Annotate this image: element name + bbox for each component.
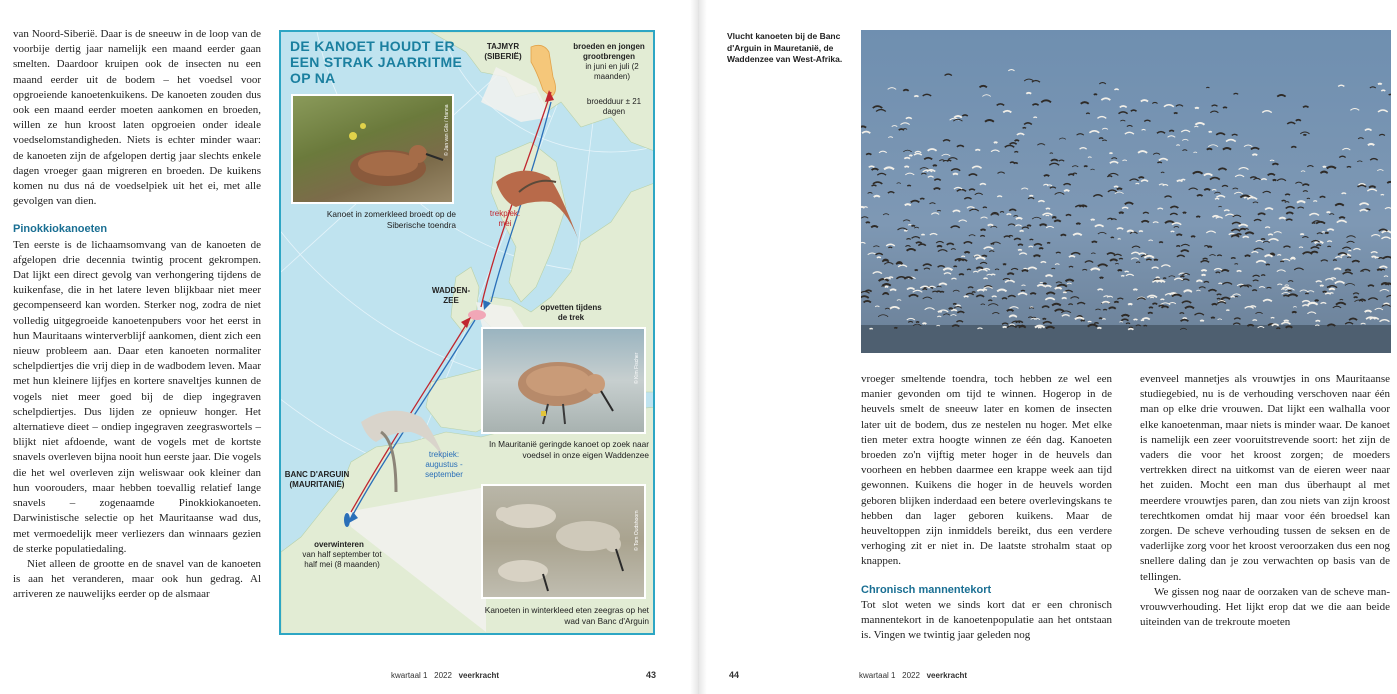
flying-bird: [981, 229, 986, 230]
flying-bird: [1261, 275, 1265, 276]
photo-red-knot-tundra: [291, 94, 454, 204]
flying-bird: [1141, 320, 1144, 321]
flying-bird: [1119, 258, 1123, 259]
flying-bird: [1097, 328, 1101, 329]
flying-bird: [1181, 179, 1185, 180]
flying-bird: [866, 222, 870, 223]
flying-bird: [1063, 292, 1066, 293]
body-paragraph: van Noord-Siberië. Daar is de sneeuw in de loop van de voorbije dertig jaar namelijk een maand eerder gaan smelten. Daardoor kruipen ook de insecten nu een maand eerder uit de bodem – het voedsel voor opgroeiende kanoetenkuikens. De kanoeten zouden dus ook een maand eerder moeten aankomen en broeden, willen ze hun kroost laten opgroeien onder ideale voedselomstandigheden. Niets is echter minder waar: de kanoeten zijn de afgelopen dertig jaar slechts enkele dagen vroeger gaan migreren en broeden. De kuikens komen nu dus ná de voedselpiek uit het ei, met alle gevolgen van dien.: [13, 28, 261, 208]
flying-bird: [1018, 250, 1022, 251]
flying-bird: [1208, 247, 1212, 248]
flying-bird: [1044, 175, 1049, 176]
flying-bird: [1292, 312, 1296, 313]
flying-bird: [1157, 162, 1161, 163]
flying-bird: [933, 165, 937, 166]
flying-bird: [1103, 309, 1107, 310]
flying-bird: [1023, 128, 1026, 129]
flying-bird: [949, 308, 953, 309]
flying-bird: [921, 234, 924, 235]
flying-bird: [1043, 319, 1046, 320]
body-paragraph: Niet alleen de grootte en de snavel van de kanoeten is aan het veranderen, maar ook hun gedrag. Al arriveren ze nauwelijks eerder op de alsmaar: [13, 557, 261, 601]
page-number: 43: [646, 670, 657, 680]
label-wintering-period: van half september tot half mei (8 maanden): [302, 550, 382, 569]
map-title: DE KANOET HOUDT ER EEN STRAK JAARRITME OP NA: [290, 38, 463, 86]
label-tajmyr: TAJMYR (SIBERIË): [484, 42, 522, 61]
flying-bird: [994, 142, 997, 143]
label-migration-aug: trekpiek: augustus - september: [425, 450, 463, 479]
right-page: [707, 0, 1397, 694]
red-knot-feeding-illustration: [483, 329, 644, 432]
flying-bird: [1027, 225, 1031, 226]
flying-bird: [953, 304, 956, 305]
red-knot-nesting-illustration: [293, 96, 453, 202]
flying-bird: [1163, 278, 1166, 279]
body-paragraph: We gissen nog naar de oorzaken van de scheve man-vrouwverhouding. Het lijkt erop dat we die aan beide uiteinden van de trekroute moeten: [1140, 585, 1390, 629]
flying-bird: [1039, 248, 1043, 249]
flying-bird: [1339, 217, 1345, 218]
flying-bird: [936, 291, 940, 292]
flying-bird: [1091, 219, 1095, 220]
flying-bird: [1100, 277, 1104, 278]
flying-bird: [1094, 94, 1097, 95]
flying-bird: [881, 286, 884, 287]
label-banc-darguin: BANC D'ARGUIN (MAURITANIË): [284, 470, 350, 489]
flying-bird: [1327, 246, 1330, 247]
flying-bird: [1237, 271, 1242, 272]
flying-bird: [1046, 208, 1050, 209]
flying-bird: [1209, 132, 1212, 133]
flying-bird: [988, 300, 992, 301]
flying-bird: [1020, 231, 1024, 232]
flying-bird: [1195, 108, 1199, 109]
label-fuel-up: opvetten tijdens de trek: [540, 303, 602, 322]
body-paragraph: vroeger smeltende toendra, toch hebben ze wel een manier gevonden om tijd te winnen. Hogerop in de heuvels smelt de sneeuw later en komen de insecten later uit de bodem, dus ze nestelen nu hoger. Met elke tien meter extra hoogte winnen ze één dag. Kanoeten broeden zo'n vijftig meter hoger in de heuvels dan voorheen en hebben daarmee een krappe week aan tijd gewonnen. Kuikens die hoger in de heuvels worden geboren blijken inderdaad een betere overlevingskans te hebben dan lager geboren kuikens. Maar de heuveltoppen zijn inmiddels bereikt, dus een verdere verhoging zit er niet in. De laatste strohalm staat op knappen.: [861, 373, 1112, 568]
flying-bird: [1197, 195, 1203, 196]
flying-bird: [1076, 223, 1080, 224]
flying-bird: [1064, 190, 1069, 191]
photo-caption: In Mauritanië geringde kanoet op zoek naar voedsel in onze eigen Waddenzee: [488, 439, 649, 460]
flying-bird: [1283, 295, 1287, 296]
flying-bird: [1092, 241, 1097, 242]
flying-bird: [1114, 89, 1118, 90]
flying-bird: [1117, 188, 1122, 189]
footer-issue: kwartaal 1: [859, 671, 896, 680]
flying-bird: [1271, 318, 1275, 319]
flying-bird: [1305, 293, 1308, 294]
flying-bird: [1226, 310, 1229, 311]
photo-red-knots-banc-darguin: [481, 484, 646, 599]
flying-bird: [1118, 270, 1122, 271]
flying-bird: [1134, 319, 1138, 320]
flying-bird: [1014, 152, 1018, 153]
flying-bird: [967, 269, 971, 270]
flying-bird: [904, 230, 907, 231]
flying-bird: [1268, 234, 1273, 235]
flying-bird: [1003, 264, 1006, 265]
label-incubation: broedduur ± 21 dagen: [586, 97, 642, 116]
flying-bird: [1033, 117, 1036, 118]
label-breeding-period: in juni en juli (2 maanden): [585, 62, 639, 81]
flying-bird: [1231, 296, 1235, 297]
flying-bird: [1223, 107, 1227, 108]
flying-bird: [1176, 246, 1180, 247]
flying-bird: [894, 328, 897, 329]
page-number: 44: [729, 670, 740, 680]
flying-bird: [1139, 231, 1143, 232]
photo-credit: © Tom Oudshoorn: [634, 510, 640, 551]
flying-bird: [1381, 90, 1385, 91]
flying-bird: [1266, 264, 1270, 265]
label-migration-may: trekpiek: mei: [489, 209, 521, 228]
flying-bird: [1160, 299, 1164, 300]
flying-bird: [1109, 153, 1112, 154]
flying-bird: [1086, 113, 1089, 114]
flying-bird: [954, 266, 957, 267]
left-page: [0, 0, 690, 694]
flying-bird: [1171, 231, 1175, 232]
photo-caption: Vlucht kanoeten bij de Banc d'Arguin in Mauretanië, de Waddenzee van West-Afrika.: [727, 31, 843, 64]
flying-bird: [1327, 212, 1331, 213]
flying-bird: [1114, 302, 1118, 303]
flying-bird: [972, 292, 976, 293]
flying-bird: [1099, 138, 1103, 139]
flying-bird: [870, 329, 873, 330]
flying-bird: [1099, 318, 1102, 319]
flying-bird: [1252, 154, 1257, 155]
flying-bird: [1180, 276, 1184, 277]
flying-bird: [1111, 237, 1114, 238]
flying-bird: [1261, 239, 1265, 240]
flying-bird: [1280, 261, 1284, 262]
flying-bird: [1348, 250, 1351, 251]
flying-bird: [1047, 243, 1050, 244]
flying-bird: [1323, 167, 1326, 168]
flying-bird: [964, 296, 969, 297]
flying-bird: [1010, 162, 1014, 163]
page-footer: [859, 671, 967, 680]
flying-bird: [1231, 258, 1235, 259]
flying-bird: [914, 96, 918, 97]
flying-bird: [1315, 300, 1319, 301]
flying-bird: [1191, 236, 1195, 237]
flying-bird: [1202, 275, 1206, 276]
right-column-2: [1140, 372, 1390, 630]
body-paragraph: Tot slot weten we sinds kort dat er een chronisch mannentekort in de kanoetenpopulatie aan het ontstaan is. Vingen we twintig jaar geleden nog: [861, 598, 1112, 642]
flying-bird: [1183, 318, 1187, 319]
label-breeding: broeden en jongen grootbrengen: [573, 42, 645, 61]
flying-bird: [1218, 283, 1222, 284]
flying-bird: [1276, 328, 1280, 329]
flying-bird: [953, 174, 958, 175]
flying-bird: [1029, 196, 1033, 197]
flying-bird: [1200, 320, 1204, 321]
flying-bird: [1183, 212, 1186, 213]
flying-bird: [1023, 268, 1026, 269]
flying-bird: [983, 207, 987, 208]
flying-bird: [1084, 166, 1087, 167]
flying-bird: [961, 256, 965, 257]
photo-flock-banc-darguin: [861, 30, 1391, 353]
flying-bird: [923, 323, 927, 324]
flying-bird: [1148, 313, 1153, 314]
flying-bird: [1300, 234, 1304, 235]
flying-bird: [911, 226, 915, 227]
section-heading: Pinokkiokanoeten: [13, 223, 108, 236]
flying-bird: [1149, 307, 1153, 308]
flying-bird: [1156, 277, 1160, 278]
flying-bird: [1053, 217, 1056, 218]
flying-bird: [905, 166, 909, 167]
flying-bird: [984, 278, 988, 279]
body-paragraph: Ten eerste is de lichaamsomvang van de kanoeten de afgelopen drie decennia twintig procent gekrompen. Dat lijkt een direct gevolg van verhongering tijdens de kuikenfase, die in het latere leven blijkbaar niet meer gecompenseerd kan worden. Sterker nog, zodra de niet volledig uitgegroeide kanoetenpubers voor het eerst in hun Mauritaans winterverblijf aankomen, dient zich een nieuw probleem aan. Daar eten kanoeten normaliter schelpdiertjes die vrij diep in de wadbodem leven. Maar met hun kleinere lijfjes en kortere snaveltjes kunnen de vogels niet meer goed bij de diep ingegraven schelpdiertjes. Dus lijden ze opnieuw honger. Het alternatieve dieet – ondiep ingegraven zeegraswortels – blijkt niet afdoende, want de vogels met de kortste snavels overleven bijna nooit hun eerste jaar. Die vogels die het wel overleven zijn weliswaar ook kleiner dan hun voorouders, maar hebben toevallig relatief lange snavels – zogenaamde Pinokkiokanoeten. Darwinistische selectie op het Mauritaanse wad dus, met vermoedelijk meer verliezers dan winnaars gezien de sterke populatiedaling.: [13, 238, 261, 555]
footer-magazine: veerkracht: [458, 671, 500, 680]
flying-bird: [1176, 234, 1182, 235]
footer-year: 2022: [434, 671, 452, 680]
label-waddenzee: WADDEN-ZEE: [431, 286, 471, 305]
flying-bird: [1329, 289, 1335, 290]
flying-bird: [1102, 319, 1105, 320]
flying-bird: [909, 155, 912, 156]
flying-bird: [1354, 297, 1358, 298]
flying-bird: [1206, 87, 1209, 88]
flying-bird: [915, 270, 918, 271]
body-paragraph: evenveel mannetjes als vrouwtjes in ons Mauritaanse studiegebied, nu is de verhouding verschoven naar één man op elke drie vrouwen. Dat lijkt een walhalla voor elke kanoetenman, maar niets is minder waar. De kanoet is namelijk een zeer vooruitstrevende soort: het zijn de vaders die voor het kroost zorgen; de moeders vertrekken direct na uitkomst van de eieren weer naar het zuiden. Mocht een man dus überhaupt al met meerdere vrouwtjes paren, dan zou niets van zijn kroost terechtkomen omdat hij maar voor één broedsel kan zorgen. De scheve verhouding tussen de seksen en de vaderlijke zorg voor het kroost veroorzaken dus een nog snellere daling dan je zou verwachten op basis van de tellingen.: [1140, 373, 1390, 583]
flying-bird: [1081, 320, 1085, 321]
flying-bird: [1043, 283, 1046, 284]
flying-bird: [937, 246, 942, 247]
flying-bird: [1252, 290, 1257, 291]
right-column-1: [861, 372, 1112, 643]
flying-bird: [1121, 276, 1124, 277]
flying-bird: [1211, 317, 1215, 318]
photo-caption: Kanoeten in winterkleed eten zeegras op het wad van Banc d'Arguin: [484, 605, 649, 626]
flying-bird: [959, 274, 964, 275]
flying-bird: [1128, 329, 1133, 330]
flying-bird: [1201, 270, 1206, 271]
footer-issue: kwartaal 1: [391, 671, 428, 680]
footer-magazine: veerkracht: [926, 671, 968, 680]
flying-bird: [885, 287, 888, 288]
flying-bird: [1196, 216, 1200, 217]
flying-bird: [1372, 256, 1377, 257]
flying-bird: [1322, 232, 1325, 233]
flying-bird: [1389, 94, 1391, 95]
migration-map: [279, 30, 655, 635]
flying-bird: [1152, 303, 1157, 304]
flying-bird: [1133, 289, 1137, 290]
flying-bird: [1114, 186, 1118, 187]
flying-bird: [1296, 120, 1301, 121]
flock-illustration: [861, 30, 1391, 353]
flying-bird: [1212, 304, 1217, 305]
flying-bird: [916, 322, 919, 323]
flying-bird: [1119, 212, 1124, 213]
flying-bird: [1003, 327, 1007, 328]
flying-bird: [1030, 239, 1034, 240]
flying-bird: [1154, 260, 1158, 261]
flying-bird: [1015, 140, 1019, 141]
flying-bird: [1323, 292, 1327, 293]
flying-bird: [1381, 194, 1384, 195]
label-wintering: overwinteren: [314, 540, 364, 549]
flying-bird: [1038, 327, 1041, 328]
photo-credit: © Kim Fischer: [634, 352, 640, 384]
flying-bird: [1313, 201, 1317, 202]
flying-bird: [1094, 323, 1098, 324]
photo-credit: © Jan van Gils / Hanna: [444, 104, 450, 156]
flying-bird: [1217, 298, 1220, 299]
flying-bird: [1291, 257, 1295, 258]
flying-bird: [964, 252, 969, 253]
photo-red-knot-waddenzee: [481, 327, 646, 434]
section-heading: Chronisch mannentekort: [861, 583, 992, 596]
page-footer: [391, 671, 499, 680]
flying-bird: [1273, 180, 1276, 181]
flying-bird: [1378, 84, 1382, 85]
left-column: [13, 27, 261, 603]
footer-year: 2022: [902, 671, 920, 680]
flying-bird: [877, 257, 881, 258]
flying-bird: [1284, 320, 1289, 321]
flying-bird: [907, 185, 911, 186]
flying-bird: [1325, 233, 1328, 234]
flying-bird: [1139, 177, 1144, 178]
red-knots-winter-illustration: [483, 486, 644, 597]
flying-bird: [920, 198, 924, 199]
flying-bird: [1282, 200, 1286, 201]
flying-bird: [1333, 260, 1337, 261]
flying-bird: [1303, 135, 1306, 136]
book-gutter: [690, 0, 707, 694]
flying-bird: [1207, 149, 1212, 150]
flying-bird: [1290, 258, 1295, 259]
flying-bird: [1320, 285, 1323, 286]
flying-bird: [1144, 325, 1147, 326]
flying-bird: [1159, 242, 1163, 243]
flying-bird: [1125, 271, 1129, 272]
photo-caption: Kanoet in zomerkleed broedt op de Siberische toendra: [326, 209, 456, 230]
flying-bird: [1174, 113, 1178, 114]
flying-bird: [1312, 223, 1316, 224]
flying-bird: [1026, 93, 1031, 94]
flying-bird: [1128, 304, 1132, 305]
